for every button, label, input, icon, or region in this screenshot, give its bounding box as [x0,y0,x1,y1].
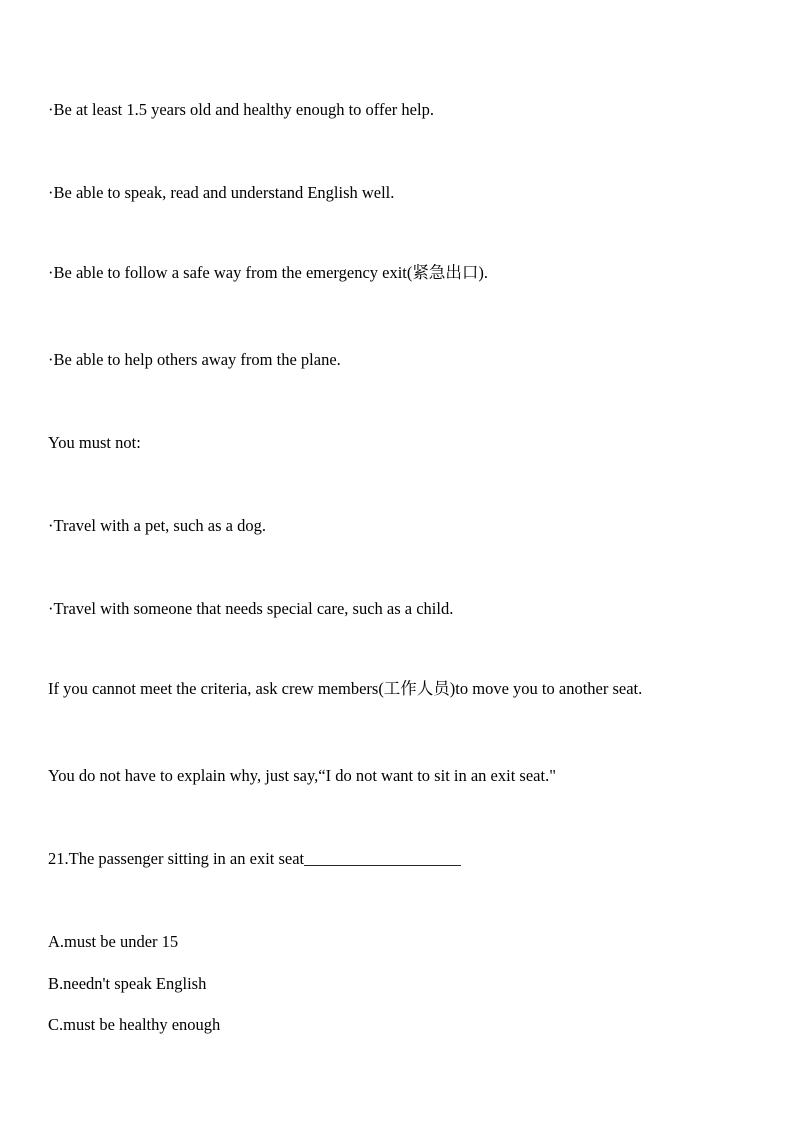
option-c: C.must be healthy enough [48,1015,221,1034]
option-a: A.must be under 15 [48,932,179,951]
criteria-note: If you cannot meet the criteria, ask crew members(工作人员)to move you to another seat. [48,679,643,698]
option-b: B.needn't speak English [48,974,207,993]
requirement-help-others: ·Be able to help others away from the plane. [48,350,341,369]
requirement-age: ·Be at least 1.5 years old and healthy enough to offer help. [48,100,434,119]
restriction-special-care: ·Travel with someone that needs special care, such as a child. [48,599,454,618]
requirement-english: ·Be able to speak, read and understand English well. [48,183,395,202]
explain-note: You do not have to explain why, just say,“I do not want to sit in an exit seat." [48,766,556,785]
question-21: 21.The passenger sitting in an exit seat___________________ [48,849,461,868]
restriction-pet: ·Travel with a pet, such as a dog. [48,516,266,535]
must-not-heading: You must not: [48,433,141,452]
requirement-safe-way: ·Be able to follow a safe way from the emergency exit(紧急出口). [48,263,489,282]
